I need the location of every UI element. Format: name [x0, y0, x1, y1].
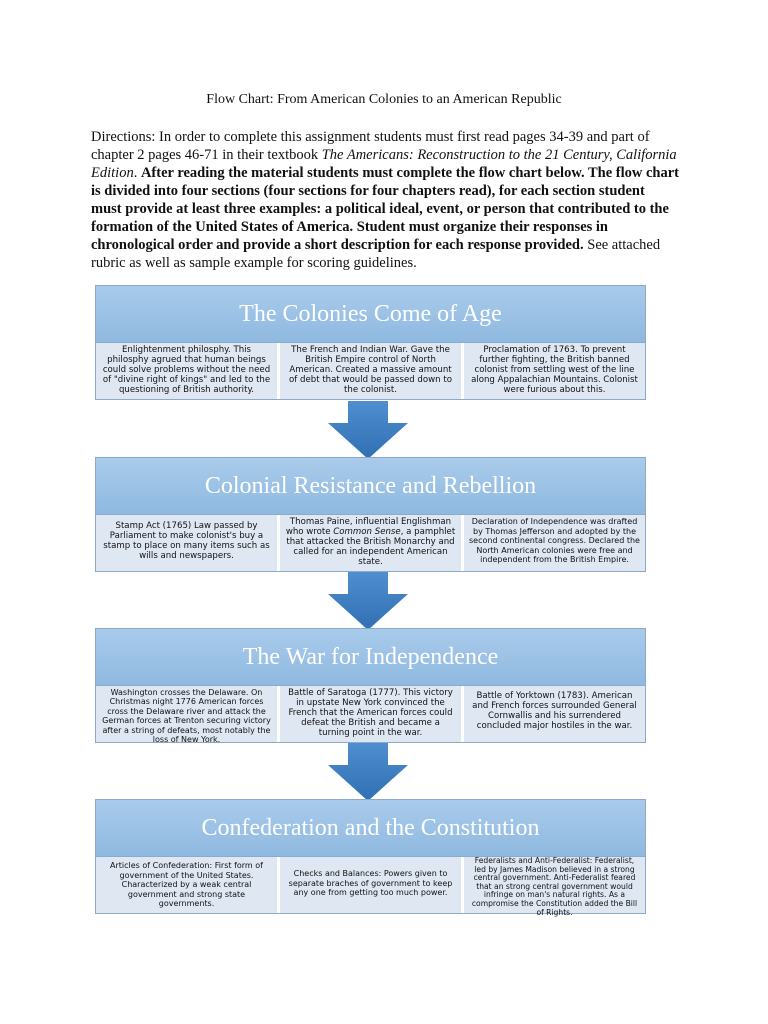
- cell-stamp-act: Stamp Act (1765) Law passed by Parliament to make colonist's buy a stamp to place on many items such as wills and newspapers.: [96, 515, 280, 571]
- directions-paragraph: [91, 128, 679, 272]
- section-resistance: [95, 457, 646, 572]
- cell-articles: Articles of Confederation: First form of government of the United States. Characterized by a weak central government and strong state governments.: [96, 857, 280, 913]
- section-heading: The Colonies Come of Age: [96, 286, 645, 343]
- section-heading: The War for Independence: [96, 629, 645, 686]
- section-confederation: [95, 799, 646, 917]
- cell-federalists: Federalists and Anti-Federalist: Federalist, led by James Madison believed in a strong central government. Anti-Federalist feared that an strong central government would infringe on man's natural rights. As a compromise the Constitution added the Bill of Rights.: [464, 857, 645, 913]
- cell-checks-balances: Checks and Balances: Powers given to separate braches of government to keep any one from getting too much power.: [280, 857, 464, 913]
- cell-thomas-paine: [280, 515, 464, 571]
- section-war: [95, 628, 646, 743]
- cell-saratoga: Battle of Saratoga (1777). This victory in upstate New York convinced the French that the American forces could defeat the British and became a turning point in the war.: [280, 686, 464, 742]
- down-arrow-icon: [328, 572, 408, 630]
- page-title: Flow Chart: From American Colonies to an American Republic: [206, 92, 562, 107]
- cell-proclamation: Proclamation of 1763. To prevent further fighting, the British banned colonist from settling west of the line along Appalachian Mountains. Colonist were furious about this.: [464, 343, 645, 399]
- directions-bold: After reading the material students must complete the flow chart below. The flow chart is divided into four sections (four sections for four chapters read), for each section student must provide at least three examples: a political ideal, event, or person that contributed to the formation of the United States of America. Student must organize their responses in chronological order and provide a short description for each response provided.: [91, 165, 679, 253]
- cell-yorktown: Battle of Yorktown (1783). American and French forces surrounded General Cornwallis and his surrendered concluded major hostiles in the war.: [464, 686, 645, 742]
- cell-delaware: Washington crosses the Delaware. On Christmas night 1776 American forces cross the Delaware river and attack the German forces at Trenton securing victory after a string of defeats, most notably the loss of New York.: [96, 686, 280, 742]
- paine-text-a: Thomas Paine, influential Englishman who wrote: [285, 517, 452, 537]
- directions-text: Directions: In order to complete this assignment students must first read pages 34-39 and part of chapter 2 pages 46-71 in their textbook: [91, 129, 650, 163]
- section-cells: [96, 856, 645, 917]
- section-heading: Colonial Resistance and Rebellion: [96, 458, 645, 515]
- section-cells: [96, 515, 645, 571]
- directions-separator: .: [133, 165, 141, 181]
- paine-text-b: , a pamphlet that attacked the British Monarchy and called for an independent American state.: [286, 527, 456, 567]
- down-arrow-icon: [328, 743, 408, 801]
- down-arrow-icon: [328, 401, 408, 459]
- section-colonies: [95, 285, 646, 400]
- section-cells: [96, 686, 645, 745]
- textbook-title: The Americans: Reconstruction to the 21 Century, California Edition: [91, 147, 677, 181]
- cell-french-indian-war: The French and Indian War. Gave the British Empire control of North American. Created a massive amount of debt that would be passed down to the colonist.: [280, 343, 464, 399]
- cell-declaration: Declaration of Independence was drafted by Thomas Jefferson and adopted by the second continental congress. Declared the North American colonies were free and independent from the British Empire.: [464, 515, 645, 571]
- section-cells: [96, 343, 645, 399]
- section-heading: Confederation and the Constitution: [96, 800, 645, 857]
- cell-enlightenment: Enlightenment philosphy. This philosphy agrued that human beings could solve problems without the need of "divine right of kings" and led to the questioning of British authority.: [96, 343, 280, 399]
- directions-rubric-note: See attached rubric as well as sample example for scoring guidelines.: [91, 237, 661, 271]
- common-sense-title: Common Sense: [333, 527, 401, 537]
